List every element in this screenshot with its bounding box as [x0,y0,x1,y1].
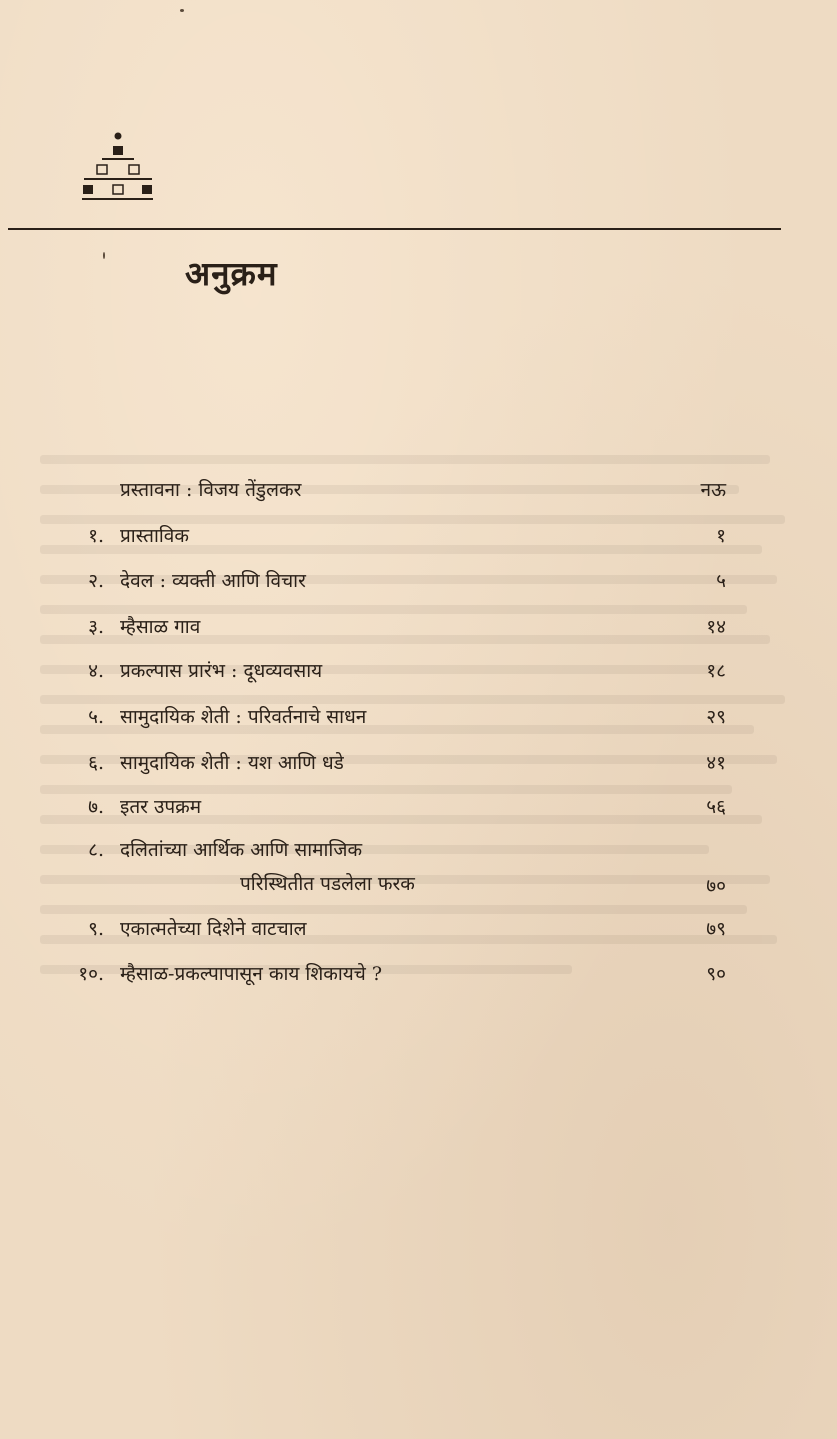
entry-page: ४१ [706,752,726,774]
entry-number: ३. [88,616,104,638]
entry-number: १०. [78,963,104,985]
entry-page: ९० [706,963,726,985]
entry-number: १. [88,525,104,547]
entry-page: १४ [706,616,726,638]
entry-number: ५. [88,706,104,728]
entry-title: इतर उपक्रम [120,796,202,818]
entry-page: ७० [706,875,726,897]
preface-page: नऊ [700,479,726,501]
entry-title: दलितांच्या आर्थिक आणि सामाजिक [120,839,363,861]
entry-title: प्रास्ताविक [120,525,189,547]
entry-title: देवल : व्यक्ती आणि विचार [120,570,306,592]
entry-number: ९. [88,918,104,940]
entry-title: सामुदायिक शेती : परिवर्तनाचे साधन [120,706,367,728]
entry-number: ८. [88,839,104,861]
entry-title: म्हैसाळ गाव [120,616,201,638]
entry-page: ५ [716,570,726,592]
entry-number: ७. [88,796,104,818]
entry-number: ६. [88,752,104,774]
entry-page: २९ [706,706,726,728]
entry-title: म्हैसाळ-प्रकल्पापासून काय शिकायचे ? [120,963,383,985]
entry-title-continued: परिस्थितीत पडलेला फरक [240,873,415,895]
entry-page: ५६ [706,796,726,818]
entry-page: १८ [706,660,726,682]
entry-page: १ [716,525,726,547]
entry-title: एकात्मतेच्या दिशेने वाटचाल [120,918,307,940]
entry-title: प्रकल्पास प्रारंभ : दूधव्यवसाय [120,660,323,682]
entry-number: २. [88,570,104,592]
preface-title: प्रस्तावना : विजय तेंडुलकर [120,479,302,501]
toc-heading: अनुक्रम [185,254,278,293]
entry-title: सामुदायिक शेती : यश आणि धडे [120,752,344,774]
entry-page: ७९ [706,918,726,940]
entry-number: ४. [88,660,104,682]
